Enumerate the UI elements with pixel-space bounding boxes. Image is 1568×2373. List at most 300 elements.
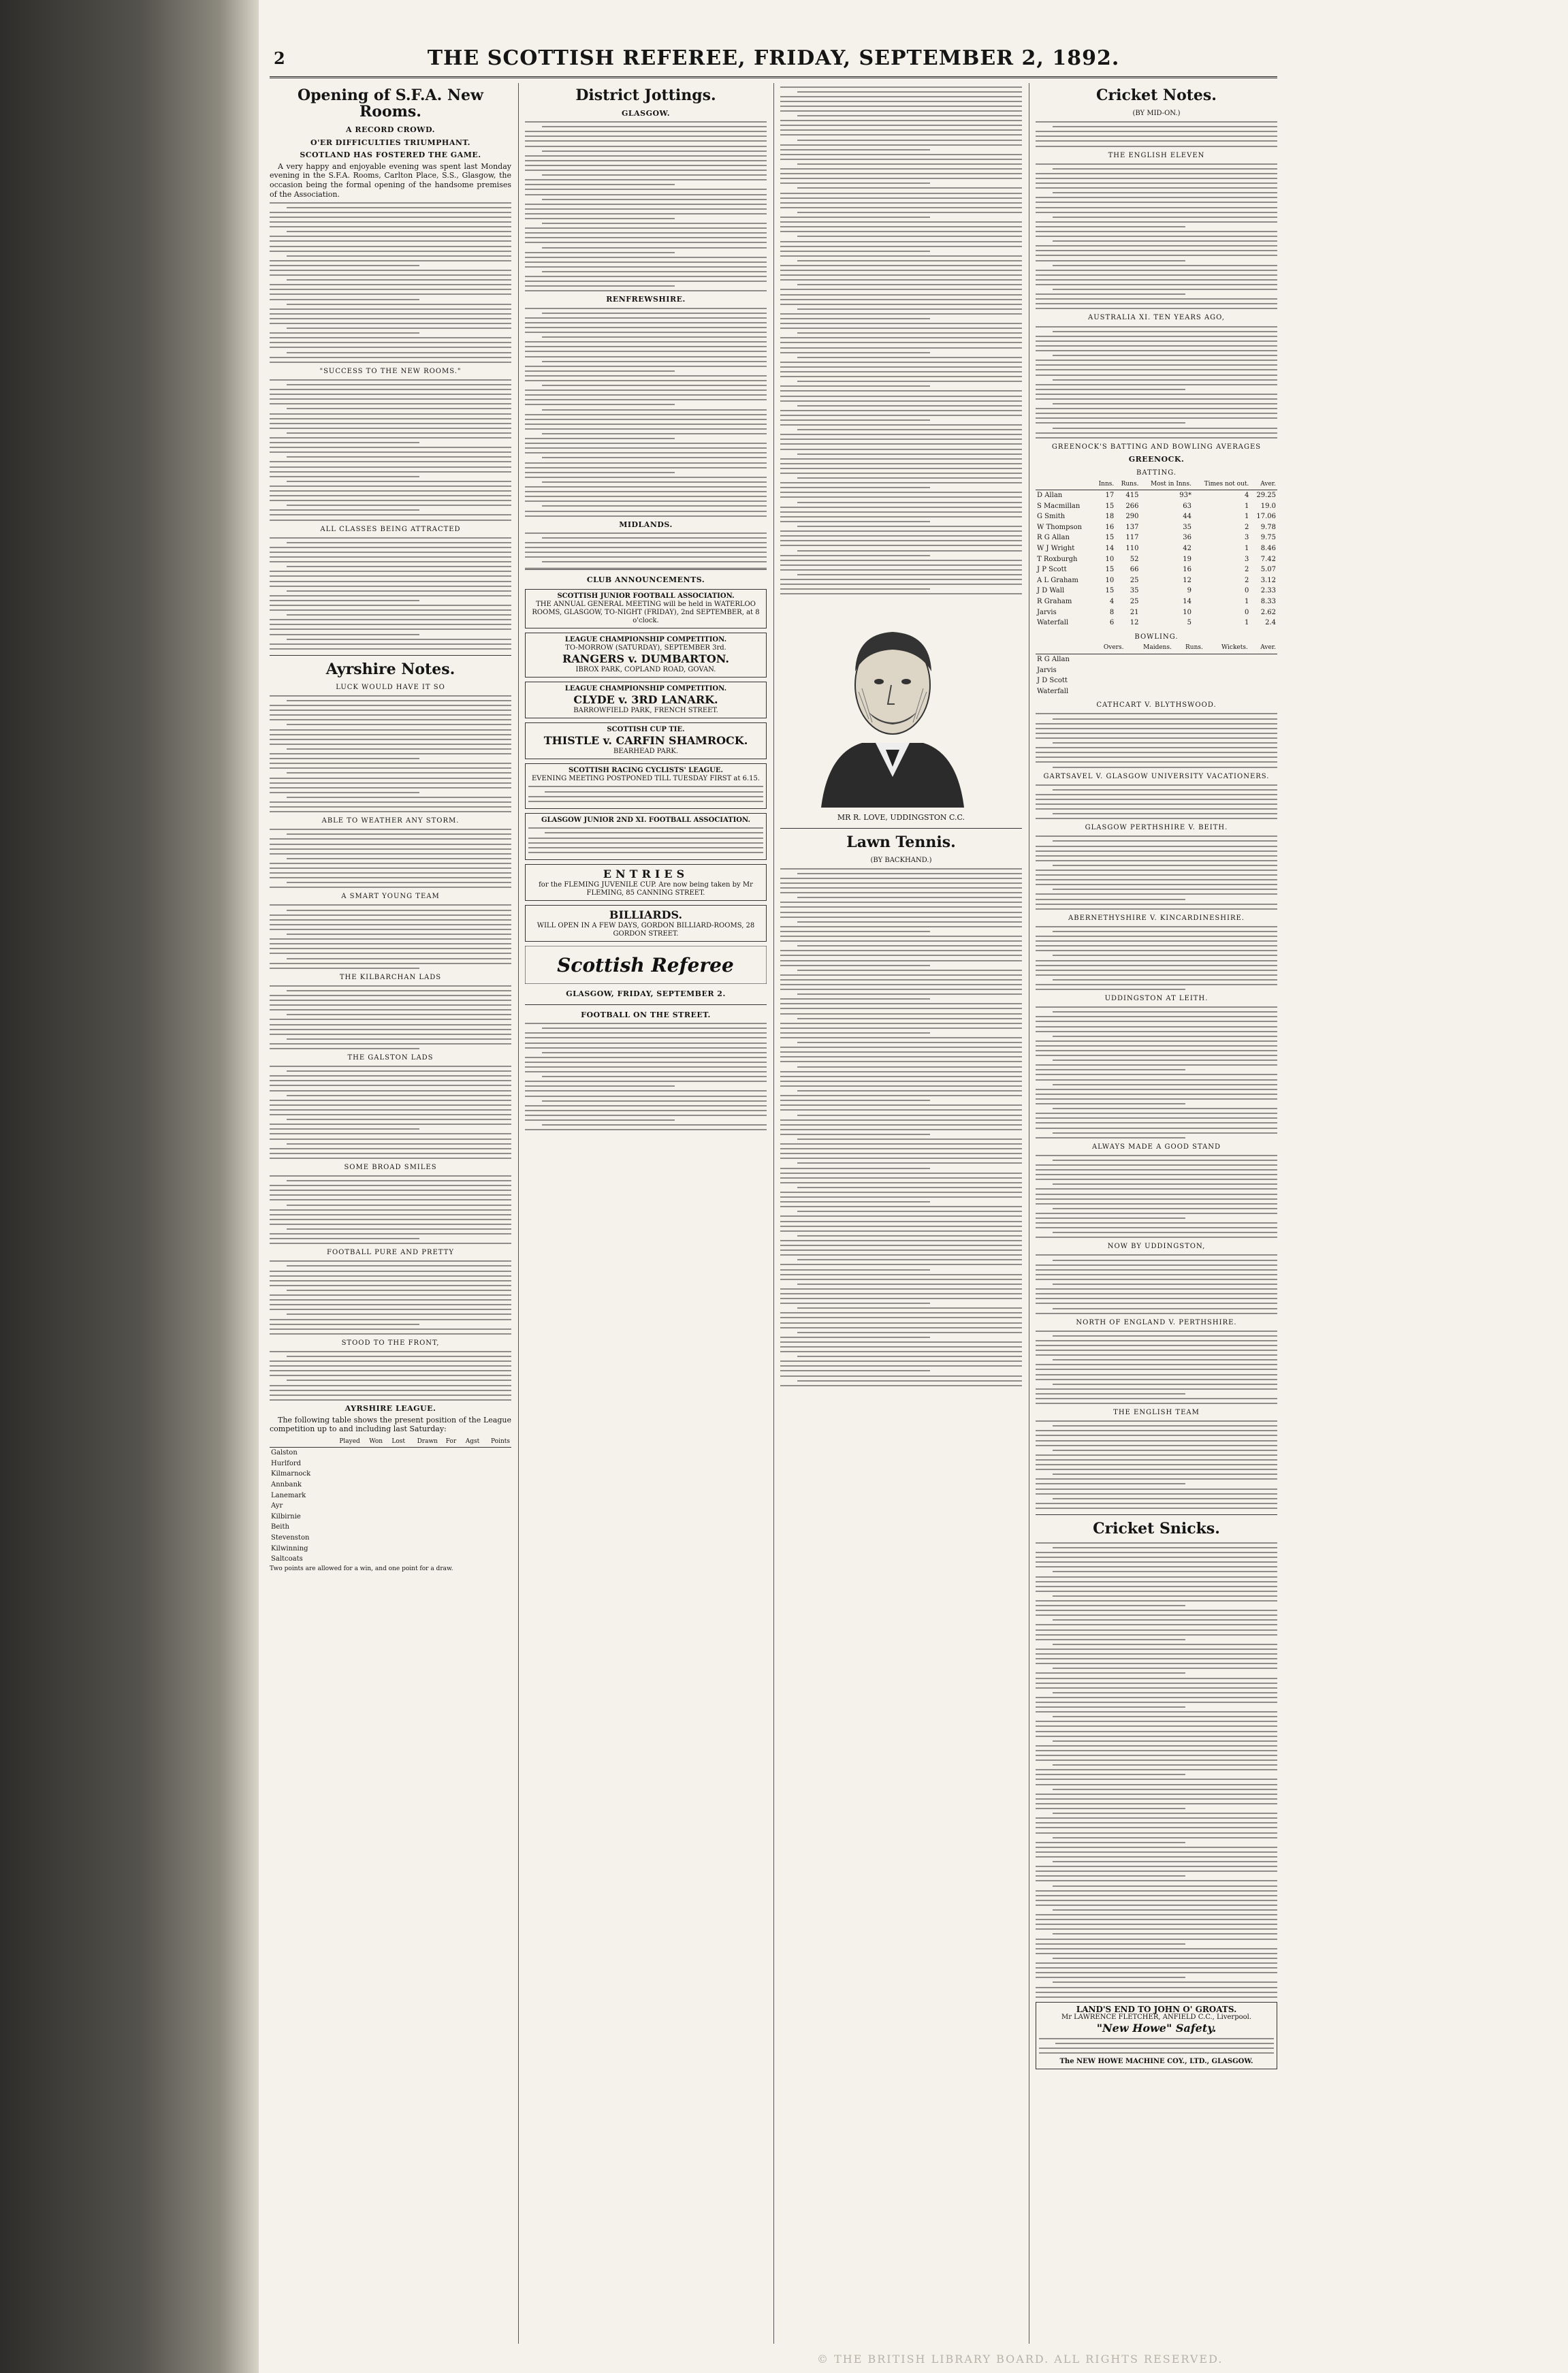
- notice-title: LEAGUE CHAMPIONSHIP COMPETITION.: [564, 635, 727, 643]
- text-block: [270, 1066, 511, 1159]
- table-cell: 63: [1183, 502, 1191, 510]
- table-cell: 110: [1125, 545, 1139, 553]
- table-cell: [406, 1512, 439, 1523]
- table-cell: [329, 1554, 362, 1565]
- table-cell: W J Wright: [1037, 545, 1075, 553]
- subhead: NOW BY UDDINGSTON,: [1107, 1243, 1206, 1251]
- table-cell: [384, 1522, 406, 1533]
- text-block: [1036, 1542, 1277, 1998]
- league-intro: The following table shows the present position of the League competition up to and including last Saturday:: [270, 1415, 511, 1434]
- text-block: [270, 1260, 511, 1334]
- table-row: [1036, 654, 1277, 665]
- table-cell: [1204, 675, 1249, 686]
- table-cell: [1090, 686, 1125, 697]
- table-cell: 10: [1105, 576, 1115, 584]
- table-row: [270, 1501, 511, 1512]
- notice-title: SCOTTISH RACING CYCLISTS' LEAGUE.: [569, 766, 723, 774]
- table-cell: [458, 1491, 481, 1501]
- table-cell: 2: [1244, 523, 1249, 531]
- table-cell: [362, 1501, 384, 1512]
- notice-junior-association: [525, 589, 767, 628]
- table-header: [1036, 479, 1093, 490]
- table-header: Runs.: [1115, 479, 1140, 490]
- table-cell: 93*: [1179, 492, 1191, 500]
- table-cell: 19.0: [1260, 502, 1276, 510]
- subhead: GREENOCK.: [1128, 455, 1185, 464]
- table-row: [1036, 511, 1277, 522]
- masthead: [270, 41, 1277, 78]
- table-cell: 2: [1244, 576, 1249, 584]
- table-cell: 29.25: [1256, 492, 1276, 500]
- table-cell: Beith: [271, 1523, 289, 1531]
- divider: [525, 568, 767, 570]
- table-row: [270, 1554, 511, 1565]
- table-cell: [1249, 665, 1277, 676]
- table-cell: 0: [1244, 608, 1249, 616]
- table-cell: Kilwinning: [271, 1544, 308, 1552]
- text-block: [1039, 2038, 1274, 2054]
- subhead: ALWAYS MADE A GOOD STAND: [1091, 1143, 1221, 1151]
- table-header: Won: [362, 1437, 384, 1448]
- table-cell: Galston: [271, 1449, 298, 1457]
- table-cell: R Graham: [1037, 598, 1072, 606]
- notice-title: GLASGOW JUNIOR 2ND XI. FOOTBALL ASSOCIATION.: [541, 816, 750, 824]
- table-cell: [362, 1480, 384, 1491]
- table-cell: 9: [1187, 587, 1191, 595]
- subhead: CLUB ANNOUNCEMENTS.: [586, 575, 705, 585]
- table-cell: [439, 1522, 458, 1533]
- table-row: [1036, 575, 1277, 586]
- subhead: BATTING.: [1136, 468, 1177, 477]
- table-cell: 10: [1183, 608, 1191, 616]
- table-row: [1036, 532, 1277, 543]
- table-cell: [458, 1480, 481, 1491]
- table-cell: [329, 1459, 362, 1469]
- table-cell: 16: [1105, 523, 1115, 531]
- table-header: [1036, 643, 1090, 654]
- table-cell: 9.75: [1260, 534, 1276, 542]
- table-header: Runs.: [1173, 643, 1204, 654]
- table-cell: [362, 1469, 384, 1480]
- text-block: [1036, 1420, 1277, 1509]
- table-cell: [1125, 675, 1172, 686]
- table-cell: 14: [1183, 598, 1191, 606]
- table-cell: 6: [1109, 619, 1115, 627]
- table-cell: [481, 1522, 511, 1533]
- column-1: [270, 83, 511, 2344]
- notice-teams: RANGERS v. DUMBARTON.: [562, 652, 729, 665]
- table-row: [270, 1544, 511, 1555]
- table-cell: 14: [1105, 545, 1115, 553]
- table-header: Wickets.: [1204, 643, 1249, 654]
- text-block: [1036, 163, 1277, 310]
- text-block: [780, 868, 1022, 1386]
- table-cell: [329, 1480, 362, 1491]
- table-cell: 15: [1105, 502, 1115, 510]
- table-cell: J D Wall: [1037, 587, 1065, 595]
- table-cell: 19: [1183, 555, 1191, 563]
- subhead: THE ENGLISH TEAM: [1113, 1409, 1200, 1417]
- table-row: [1036, 501, 1277, 512]
- table-cell: 1: [1244, 545, 1249, 553]
- table-cell: [1090, 665, 1125, 676]
- notice-title: SCOTTISH CUP TIE.: [607, 725, 685, 733]
- table-cell: [406, 1554, 439, 1565]
- table-row: [270, 1459, 511, 1469]
- headline-cricket-snicks: Cricket Snicks.: [1093, 1519, 1220, 1538]
- masthead-title: THE SCOTTISH REFEREE, FRIDAY, SEPTEMBER 2, 1892.: [427, 46, 1120, 70]
- table-cell: Hurlford: [271, 1459, 302, 1467]
- table-cell: [384, 1491, 406, 1501]
- text-block: [1036, 1254, 1277, 1313]
- notice-title: BILLIARDS.: [609, 908, 683, 921]
- table-cell: [329, 1501, 362, 1512]
- table-cell: [481, 1533, 511, 1544]
- table-cell: 290: [1125, 513, 1139, 521]
- subhead: BOWLING.: [1134, 633, 1179, 641]
- byline: (BY BACKHAND.): [870, 856, 932, 864]
- table-cell: 7.42: [1260, 555, 1276, 563]
- newspaper-page: [270, 41, 1277, 2353]
- table-cell: 3: [1244, 534, 1249, 542]
- table-cell: 3.12: [1260, 576, 1276, 584]
- book-binding-shadow: [0, 0, 259, 2373]
- table-cell: [1173, 675, 1204, 686]
- table-cell: Jarvis: [1037, 608, 1057, 616]
- divider: [525, 1004, 767, 1005]
- subhead: ABERNETHYSHIRE V. KINCARDINESHIRE.: [1068, 914, 1245, 922]
- table-row: [270, 1448, 511, 1459]
- table-cell: 1: [1244, 619, 1249, 627]
- notice-text: THE ANNUAL GENERAL MEETING will be held in WATERLOO ROOMS, GLASGOW, TO-NIGHT (FRIDAY), 2nd SEPTEMBER, at 8 o'clock.: [532, 600, 760, 624]
- table-cell: [439, 1459, 458, 1469]
- notice-text: for the FLEMING JUVENILE CUP. Are now being taken by Mr FLEMING, 85 CANNING STREET.: [539, 880, 753, 897]
- table-cell: 137: [1125, 523, 1139, 531]
- table-cell: [406, 1469, 439, 1480]
- text-block: [1036, 784, 1277, 820]
- table-cell: 35: [1130, 587, 1139, 595]
- table-cell: 17.06: [1256, 513, 1276, 521]
- table-cell: [439, 1544, 458, 1555]
- table-cell: 52: [1130, 555, 1139, 563]
- subhead: O'ER DIFFICULTIES TRIUMPHANT.: [310, 138, 471, 147]
- table-cell: J P Scott: [1037, 566, 1067, 574]
- table-cell: [406, 1448, 439, 1459]
- table-row: [270, 1469, 511, 1480]
- table-cell: [406, 1522, 439, 1533]
- table-row: [1036, 564, 1277, 575]
- subhead: LUCK WOULD HAVE IT SO: [336, 683, 445, 691]
- notice-league-clyde: [525, 682, 767, 718]
- notice-title: ENTRIES: [603, 867, 689, 880]
- table-cell: R G Allan: [1037, 656, 1070, 663]
- table-cell: [439, 1554, 458, 1565]
- table-cell: [1090, 675, 1125, 686]
- table-cell: [481, 1480, 511, 1491]
- table-cell: Lanemark: [271, 1491, 306, 1499]
- table-header: Played: [329, 1437, 362, 1448]
- subhead: ABLE TO WEATHER ANY STORM.: [321, 817, 460, 825]
- table-cell: Ayr: [271, 1502, 283, 1510]
- table-cell: 66: [1130, 566, 1139, 574]
- table-cell: [362, 1544, 384, 1555]
- divider: [780, 828, 1022, 829]
- text-block: [1036, 121, 1277, 146]
- table-row: [270, 1533, 511, 1544]
- subhead: GREENOCK'S BATTING AND BOWLING AVERAGES: [1051, 443, 1262, 451]
- table-cell: [384, 1533, 406, 1544]
- table-cell: [1249, 654, 1277, 665]
- table-cell: [384, 1469, 406, 1480]
- table-row: [1036, 543, 1277, 554]
- byline: (BY MID-ON.): [1132, 110, 1181, 117]
- table-cell: [406, 1480, 439, 1491]
- table-cell: [362, 1554, 384, 1565]
- table-cell: 415: [1125, 492, 1139, 500]
- subhead: "SUCCESS TO THE NEW ROOMS.": [319, 367, 462, 375]
- table-cell: 2.33: [1260, 587, 1276, 595]
- table-cell: [439, 1512, 458, 1523]
- table-cell: T Roxburgh: [1037, 555, 1078, 563]
- table-cell: G Smith: [1037, 513, 1066, 521]
- table-cell: 21: [1130, 608, 1139, 616]
- scottish-referee-logo: [525, 946, 767, 984]
- table-cell: [406, 1501, 439, 1512]
- table-cell: [384, 1448, 406, 1459]
- text-block: [525, 1023, 767, 1130]
- table-note: Two points are allowed for a win, and one point for a draw.: [270, 1565, 453, 1572]
- table-header: Overs.: [1090, 643, 1125, 654]
- table-cell: [439, 1469, 458, 1480]
- table-cell: W Thompson: [1037, 523, 1083, 531]
- table-cell: [481, 1459, 511, 1469]
- table-cell: [406, 1459, 439, 1469]
- table-cell: 117: [1125, 534, 1139, 542]
- text-block: [525, 308, 767, 517]
- subhead: CATHCART V. BLYTHSWOOD.: [1096, 701, 1217, 710]
- table-cell: 5.07: [1260, 566, 1276, 574]
- text-block: [528, 786, 763, 801]
- subhead: AYRSHIRE LEAGUE.: [345, 1403, 436, 1413]
- subhead: FOOTBALL PURE AND PRETTY: [327, 1249, 454, 1257]
- table-cell: [362, 1491, 384, 1501]
- text-block: [780, 86, 1022, 595]
- table-cell: [1125, 665, 1172, 676]
- subhead: AUSTRALIA XI. TEN YEARS AGO,: [1088, 314, 1225, 322]
- subhead: STOOD TO THE FRONT,: [341, 1339, 440, 1347]
- notice-teams: THISTLE v. CARFIN SHAMROCK.: [543, 733, 748, 747]
- table-cell: [439, 1448, 458, 1459]
- table-header: Maidens.: [1125, 643, 1172, 654]
- ad-company: The NEW HOWE MACHINE COY., LTD., GLASGOW.: [1059, 2057, 1253, 2065]
- table-cell: 15: [1105, 587, 1115, 595]
- table-cell: [458, 1459, 481, 1469]
- table-cell: Annbank: [271, 1481, 302, 1489]
- table-cell: [458, 1469, 481, 1480]
- table-cell: [1204, 665, 1249, 676]
- table-cell: 8.46: [1260, 545, 1276, 553]
- subhead: NORTH OF ENGLAND V. PERTHSHIRE.: [1076, 1318, 1237, 1326]
- column-3: [780, 83, 1022, 2344]
- table-header: Lost: [384, 1437, 406, 1448]
- table-cell: 12: [1130, 619, 1139, 627]
- table-cell: 15: [1105, 534, 1115, 542]
- headline-sfa-rooms: Opening of S.F.A. New Rooms.: [298, 86, 483, 121]
- table-row: [1036, 586, 1277, 596]
- headline-district-jottings: District Jottings.: [575, 86, 716, 104]
- table-cell: [481, 1501, 511, 1512]
- notice-ground: BEARHEAD PARK.: [613, 747, 679, 755]
- ad-line: Mr LAWRENCE FLETCHER, ANFIELD C.C., Liverpool.: [1061, 2013, 1252, 2021]
- text-block: [1036, 1155, 1277, 1239]
- table-cell: [458, 1522, 481, 1533]
- column-4: [1036, 83, 1277, 2344]
- table-cell: [1173, 654, 1204, 665]
- table-cell: R G Allan: [1037, 534, 1070, 542]
- table-cell: Waterfall: [1037, 687, 1069, 695]
- table-cell: 17: [1105, 492, 1115, 500]
- table-row: [270, 1480, 511, 1491]
- subhead: ALL CLASSES BEING ATTRACTED: [320, 525, 461, 533]
- dateline: GLASGOW, FRIDAY, SEPTEMBER 2.: [566, 989, 726, 999]
- notice-cup-tie: [525, 722, 767, 759]
- text-block: [525, 532, 767, 563]
- advertisement-new-howe: [1036, 2002, 1277, 2069]
- table-cell: [329, 1533, 362, 1544]
- batting-table: [1036, 479, 1277, 628]
- table-header: [270, 1437, 329, 1448]
- column-rule: [518, 83, 519, 2344]
- table-header: Times not out.: [1193, 479, 1250, 490]
- table-cell: S Macmillan: [1037, 502, 1081, 510]
- notice-ground: IBROX PARK, COPLAND ROAD, GOVAN.: [575, 665, 716, 673]
- table-cell: 0: [1244, 587, 1249, 595]
- table-cell: [384, 1480, 406, 1491]
- table-cell: [384, 1459, 406, 1469]
- table-cell: 35: [1183, 523, 1191, 531]
- text-block: [528, 827, 763, 853]
- text-block: [270, 537, 511, 650]
- subhead: A RECORD CROWD.: [345, 125, 436, 134]
- table-cell: [439, 1491, 458, 1501]
- table-cell: [406, 1491, 439, 1501]
- table-cell: [1173, 686, 1204, 697]
- table-cell: [362, 1522, 384, 1533]
- table-cell: [439, 1533, 458, 1544]
- table-header: Aver.: [1249, 643, 1277, 654]
- page-number: 2: [274, 48, 286, 68]
- notice-date: TO-MORROW (SATURDAY), SEPTEMBER 3rd.: [565, 643, 726, 652]
- text-block: [270, 379, 511, 521]
- portrait-caption: MR R. LOVE, UDDINGSTON C.C.: [837, 813, 965, 823]
- table-cell: Waterfall: [1037, 619, 1069, 627]
- table-cell: [458, 1512, 481, 1523]
- table-cell: [329, 1469, 362, 1480]
- table-cell: 16: [1183, 566, 1191, 574]
- subhead: UDDINGSTON AT LEITH.: [1104, 995, 1209, 1003]
- table-cell: 44: [1183, 513, 1191, 521]
- notice-entries: [525, 864, 767, 901]
- subhead: GLASGOW PERTHSHIRE V. BEITH.: [1085, 824, 1228, 832]
- table-cell: 2.62: [1260, 608, 1276, 616]
- table-cell: 25: [1130, 598, 1139, 606]
- table-cell: 2.4: [1265, 619, 1276, 627]
- subhead: GARTSAVEL V. GLASGOW UNIVERSITY VACATIONERS.: [1043, 772, 1270, 780]
- table-cell: [458, 1554, 481, 1565]
- table-row: [1036, 596, 1277, 607]
- table-cell: D Allan: [1037, 492, 1063, 500]
- subhead: THE ENGLISH ELEVEN: [1108, 151, 1205, 159]
- table-cell: J D Scott: [1037, 677, 1068, 685]
- table-cell: 2: [1244, 566, 1249, 574]
- table-header: Inns.: [1093, 479, 1115, 490]
- table-cell: 3: [1244, 555, 1249, 563]
- notice-ground: BARROWFIELD PARK, FRENCH STREET.: [573, 706, 718, 714]
- subhead: A SMART YOUNG TEAM: [341, 893, 440, 901]
- table-cell: [481, 1469, 511, 1480]
- table-header: Agst: [458, 1437, 481, 1448]
- table-row: [1036, 618, 1277, 628]
- table-header: For: [439, 1437, 458, 1448]
- bowling-table: [1036, 643, 1277, 697]
- subhead: SOME BROAD SMILES: [344, 1163, 437, 1171]
- table-cell: [481, 1512, 511, 1523]
- table-cell: A L Graham: [1037, 576, 1078, 584]
- table-row: [1036, 607, 1277, 618]
- table-header: Points: [481, 1437, 511, 1448]
- table-cell: [406, 1533, 439, 1544]
- table-cell: [481, 1491, 511, 1501]
- subhead: FOOTBALL ON THE STREET.: [581, 1010, 711, 1020]
- table-cell: [1173, 665, 1204, 676]
- table-cell: [1125, 654, 1172, 665]
- text-block: [270, 985, 511, 1049]
- divider: [270, 655, 511, 656]
- headline-ayrshire-notes: Ayrshire Notes.: [325, 660, 455, 678]
- headline-lawn-tennis: Lawn Tennis.: [846, 833, 956, 851]
- table-cell: [481, 1448, 511, 1459]
- table-cell: [481, 1544, 511, 1555]
- subhead: GLASGOW.: [621, 109, 671, 118]
- divider: [1036, 1514, 1277, 1515]
- table-cell: [1125, 686, 1172, 697]
- table-cell: [384, 1512, 406, 1523]
- notice-text: EVENING MEETING POSTPONED TILL TUESDAY FIRST at 6.15.: [531, 774, 761, 782]
- table-cell: 42: [1183, 545, 1191, 553]
- table-cell: [384, 1501, 406, 1512]
- table-header: Aver.: [1250, 479, 1277, 490]
- table-cell: [406, 1544, 439, 1555]
- table-cell: [362, 1448, 384, 1459]
- table-cell: 266: [1125, 502, 1139, 510]
- table-cell: 12: [1183, 576, 1191, 584]
- table-row: [1036, 665, 1277, 676]
- table-cell: [481, 1554, 511, 1565]
- subhead: MIDLANDS.: [619, 520, 673, 529]
- notice-title: SCOTTISH JUNIOR FOOTBALL ASSOCIATION.: [557, 592, 735, 600]
- table-cell: [458, 1501, 481, 1512]
- subhead: THE GALSTON LADS: [347, 1054, 434, 1062]
- text-block: [270, 904, 511, 968]
- notice-billiards: [525, 905, 767, 942]
- table-row: [1036, 686, 1277, 697]
- table-cell: [1204, 654, 1249, 665]
- league-table: [270, 1437, 511, 1565]
- svg-text:Scottish Referee: Scottish Referee: [557, 953, 734, 976]
- text-block: [270, 1175, 511, 1244]
- text-block: [1036, 835, 1277, 909]
- table-cell: [362, 1459, 384, 1469]
